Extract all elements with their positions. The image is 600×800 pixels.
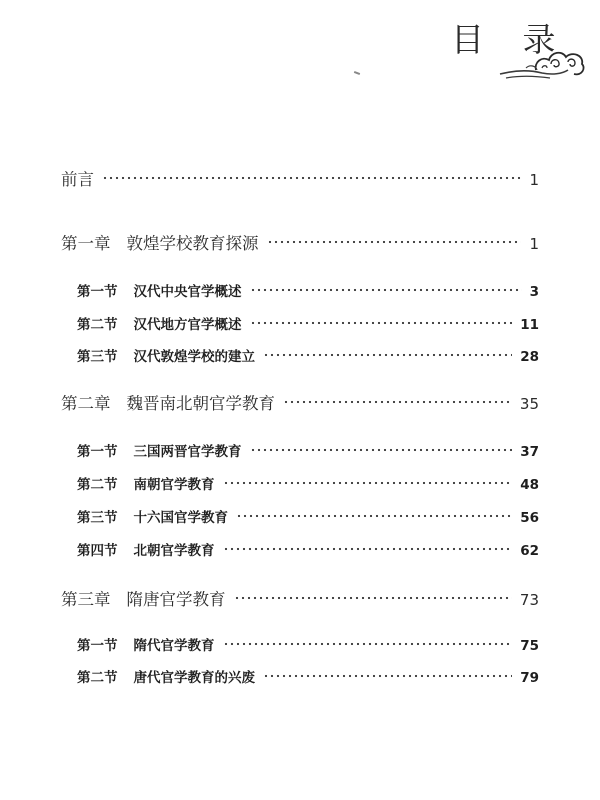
dot-leader [250, 448, 513, 452]
toc-page-number: 75 [520, 638, 539, 654]
section-number: 第二节 [77, 477, 118, 493]
toc-page-number: 35 [519, 395, 539, 413]
dot-leader [223, 642, 513, 646]
dot-leader [267, 240, 522, 244]
toc-row-section[interactable] [77, 539, 539, 559]
toc-label: 前言 [61, 170, 94, 189]
section-number: 第三节 [77, 349, 118, 365]
toc-page-number: 28 [520, 349, 539, 365]
toc-page-number: 3 [529, 284, 539, 300]
toc-row-section[interactable] [77, 666, 539, 686]
toc-row-preface[interactable] [61, 166, 539, 190]
toc-row-section[interactable] [77, 313, 539, 333]
dot-leader [234, 596, 512, 600]
section-title: 隋代官学教育 [133, 638, 215, 654]
toc-row-section[interactable] [77, 440, 539, 460]
toc-page-number: 48 [520, 477, 539, 493]
toc-page-number: 1 [529, 235, 539, 253]
section-title: 十六国官学教育 [133, 510, 228, 526]
section-number: 第一节 [77, 444, 118, 460]
section-number: 第二节 [77, 670, 118, 686]
section-title: 汉代敦煌学校的建立 [133, 349, 255, 365]
toc-page-number: 62 [520, 543, 539, 559]
dot-leader [236, 514, 512, 518]
dot-leader [263, 353, 512, 357]
section-number: 第一节 [77, 638, 118, 654]
chapter-number: 第三章 [61, 590, 111, 609]
toc-row-section[interactable] [77, 280, 539, 300]
dot-leader [223, 481, 513, 485]
section-title: 汉代中央官学概述 [133, 284, 242, 300]
toc-page-number: 11 [520, 317, 539, 333]
section-number: 第三节 [77, 510, 118, 526]
print-speck [354, 71, 360, 75]
dot-leader [250, 288, 522, 292]
section-title: 汉代地方官学概述 [133, 317, 242, 333]
toc-row-section[interactable] [77, 345, 539, 365]
dot-leader [250, 321, 513, 325]
toc-page-number: 79 [520, 670, 539, 686]
dot-leader [283, 400, 512, 404]
toc-row-chapter-1[interactable] [61, 230, 539, 254]
toc-row-section[interactable] [77, 506, 539, 526]
toc-row-chapter-3[interactable] [61, 586, 539, 610]
section-number: 第一节 [77, 284, 118, 300]
toc-row-section[interactable] [77, 473, 539, 493]
dot-leader [223, 547, 513, 551]
section-title: 北朝官学教育 [133, 543, 215, 559]
toc-page-number: 56 [520, 510, 539, 526]
toc-page-number: 1 [529, 171, 539, 189]
section-number: 第二节 [77, 317, 118, 333]
toc-page-number: 73 [519, 591, 539, 609]
section-number: 第四节 [77, 543, 118, 559]
dot-leader [263, 674, 512, 678]
section-title: 三国两晋官学教育 [133, 444, 242, 460]
chapter-number: 第二章 [61, 394, 111, 413]
toc-row-section[interactable] [77, 634, 539, 654]
chapter-number: 第一章 [61, 234, 111, 253]
section-title: 南朝官学教育 [133, 477, 215, 493]
dot-leader [102, 176, 521, 180]
page-title: 目 录 [451, 20, 570, 59]
chapter-title: 魏晋南北朝官学教育 [126, 394, 275, 413]
cloud-ornament-icon [496, 40, 588, 84]
chapter-title: 隋唐官学教育 [126, 590, 226, 609]
toc-page-number: 37 [520, 444, 539, 460]
section-title: 唐代官学教育的兴废 [133, 670, 255, 686]
toc-row-chapter-2[interactable] [61, 390, 539, 414]
chapter-title: 敦煌学校教育探源 [126, 234, 259, 253]
